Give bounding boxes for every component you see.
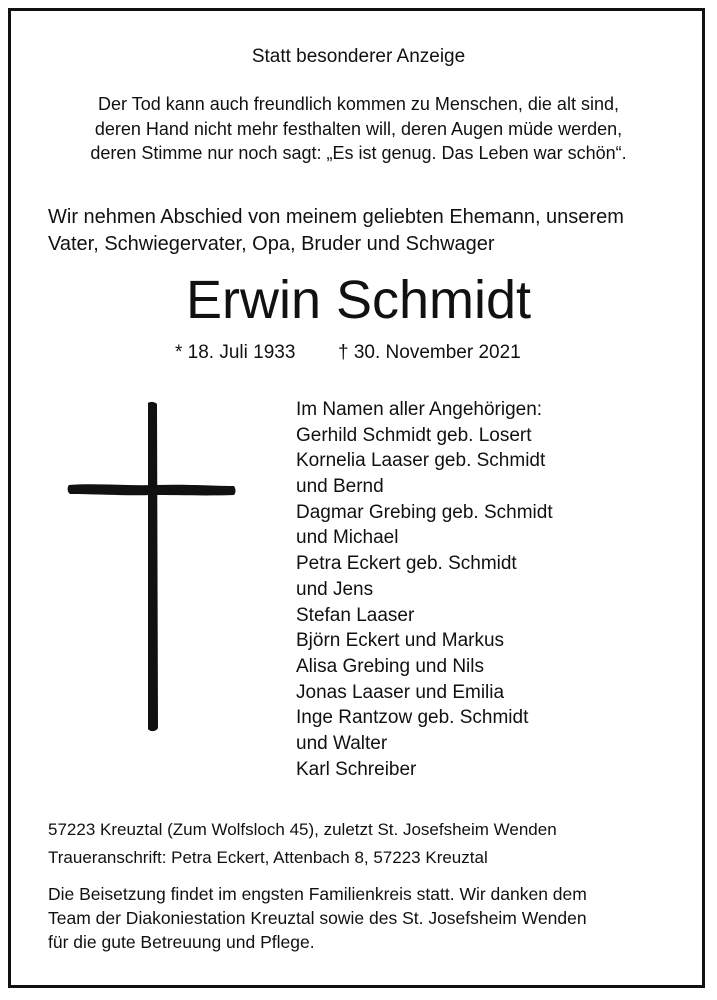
intro-line: Vater, Schwiegervater, Opa, Bruder und Schwager: [48, 233, 495, 255]
mourner-line: Inge Rantzow geb. Schmidt: [296, 707, 529, 729]
closing-text: [48, 882, 587, 954]
mourner-line: Dagmar Grebing geb. Schmidt: [296, 501, 553, 523]
death-date: † 30. November 2021: [338, 342, 521, 363]
poem-line: deren Stimme nur noch sagt: „Es ist genug. Das Leben war schön“.: [90, 143, 627, 163]
mourning-address: Traueranschrift: Petra Eckert, Attenbach 8, 57223 Kreuztal: [48, 848, 488, 867]
closing-line: für die gute Betreuung und Pflege.: [48, 932, 315, 952]
mourner-line: Kornelia Laaser geb. Schmidt: [296, 450, 546, 472]
mourner-line: Karl Schreiber: [296, 758, 417, 780]
deceased-name: Erwin Schmidt: [185, 270, 532, 330]
mourner-line: Gerhild Schmidt geb. Losert: [296, 424, 532, 446]
mourner-line: Petra Eckert geb. Schmidt: [296, 553, 517, 575]
poem: [0, 92, 717, 166]
mourner-line: Stefan Laaser: [296, 604, 415, 626]
cross-horizontal-bar: [68, 484, 236, 495]
mourners-heading: Im Namen aller Angehörigen:: [296, 399, 543, 420]
mourner-line: und Bernd: [296, 476, 384, 498]
mourner-line: und Michael: [296, 527, 399, 549]
mourner-line: Jonas Laaser und Emilia: [296, 681, 505, 703]
cross-vertical-bar: [148, 402, 158, 731]
poem-line: deren Hand nicht mehr festhalten will, deren Augen müde werden,: [94, 118, 623, 139]
cross-icon: [66, 398, 238, 738]
notice-header: Statt besonderer Anzeige: [251, 46, 466, 67]
closing-line: Team der Diakoniestation Kreuztal sowie des St. Josefsheim Wenden: [48, 908, 587, 928]
mourner-line: und Walter: [296, 732, 388, 754]
poem-line: Der Tod kann auch freundlich kommen zu Menschen, die alt sind,: [98, 94, 619, 114]
mourner-line: Alisa Grebing und Nils: [296, 655, 484, 677]
mourners-list: [296, 397, 553, 782]
birth-date: * 18. Juli 1933: [175, 342, 296, 363]
mourner-line: und Jens: [296, 578, 374, 600]
closing-line: Die Beisetzung findet im engsten Familienkreis statt. Wir danken dem: [48, 884, 587, 904]
intro-text: [48, 204, 624, 258]
residence-address: 57223 Kreuztal (Zum Wolfsloch 45), zuletzt St. Josefsheim Wenden: [48, 820, 557, 839]
mourner-line: Björn Eckert und Markus: [296, 630, 505, 652]
intro-line: Wir nehmen Abschied von meinem geliebten Ehemann, unserem: [48, 206, 624, 228]
